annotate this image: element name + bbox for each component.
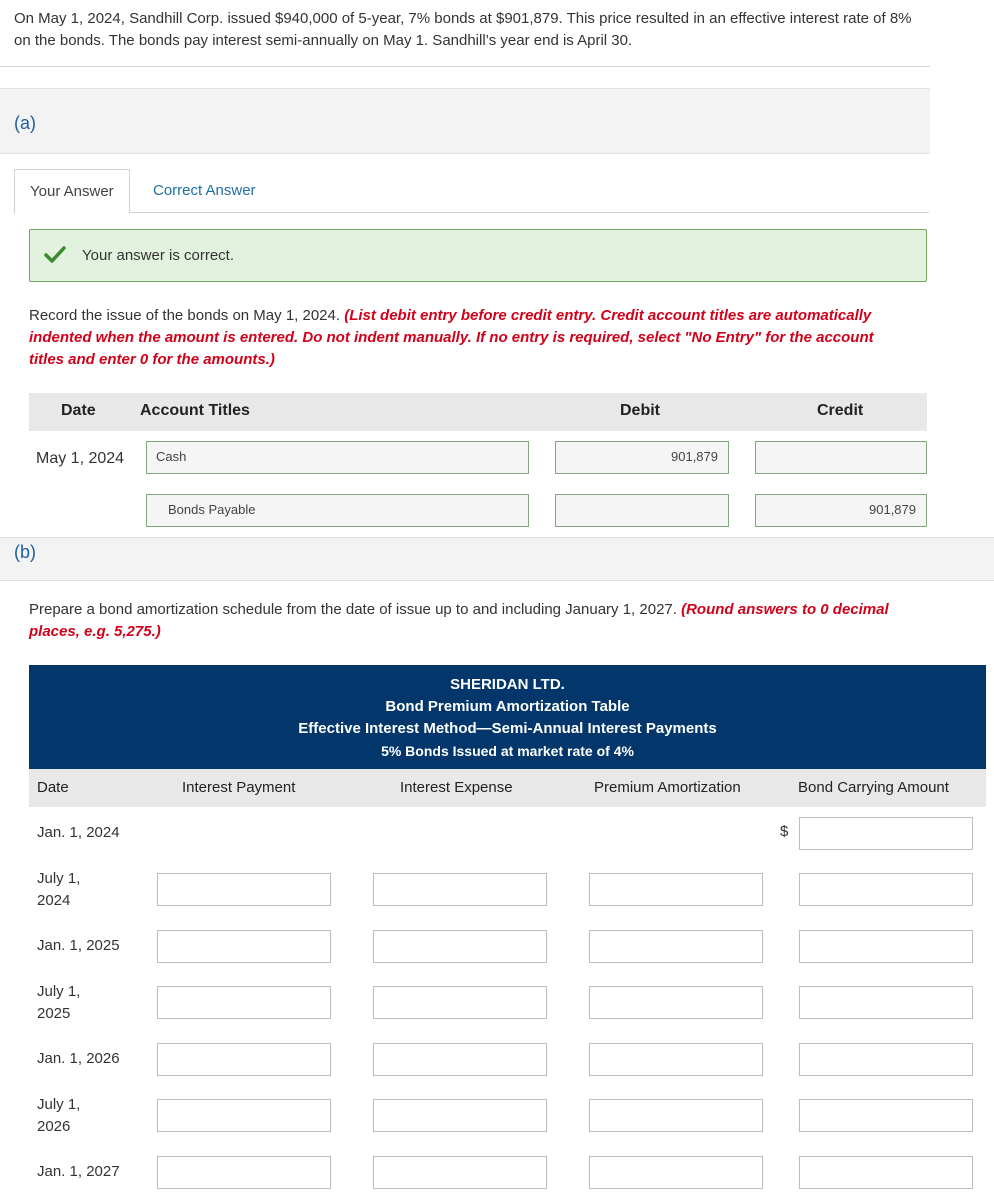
table-method: Effective Interest Method—Semi-Annual Interest Payments bbox=[298, 720, 717, 737]
premium-amortization-input[interactable] bbox=[589, 1156, 763, 1189]
tab-your-answer[interactable]: Your Answer bbox=[14, 169, 130, 214]
premium-amortization-input[interactable] bbox=[589, 873, 763, 906]
amortization-table-title bbox=[29, 665, 986, 769]
header-debit: Debit bbox=[620, 402, 660, 419]
row-date: Jan. 1, 2025 bbox=[37, 937, 120, 954]
table-name: Bond Premium Amortization Table bbox=[385, 698, 630, 715]
part-a-instructions bbox=[29, 305, 909, 371]
instruction-text: Record the issue of the bonds on May 1, 2024. bbox=[29, 307, 345, 324]
row-date: Jan. 1, 2027 bbox=[37, 1163, 120, 1180]
interest-expense-input[interactable] bbox=[373, 1043, 547, 1076]
debit-field[interactable] bbox=[555, 494, 729, 527]
debit-field[interactable]: 901,879 bbox=[555, 441, 729, 474]
interest-payment-input[interactable] bbox=[157, 986, 331, 1019]
interest-payment-input[interactable] bbox=[157, 1099, 331, 1132]
correct-answer-banner bbox=[29, 229, 927, 282]
header-date: Date bbox=[37, 779, 69, 796]
part-a-label: (a) bbox=[14, 113, 36, 133]
company-name: SHERIDAN LTD. bbox=[450, 676, 565, 693]
part-b-instructions bbox=[29, 599, 909, 643]
instruction-note: (List debit entry before credit entry. Credit account titles are automatically indented when the amount is entered. Do not indent manually. If no entry is required, select "No Entry" for the account titles and enter 0 for the amounts.) bbox=[29, 307, 874, 368]
carrying-amount-input[interactable] bbox=[799, 817, 973, 850]
dollar-sign: $ bbox=[780, 823, 789, 840]
correct-message: Your answer is correct. bbox=[82, 247, 235, 264]
premium-amortization-input[interactable] bbox=[589, 1043, 763, 1076]
header-credit: Credit bbox=[817, 402, 864, 419]
interest-expense-input[interactable] bbox=[373, 873, 547, 906]
header-premium-amortization: Premium Amortization bbox=[594, 779, 741, 796]
interest-expense-input[interactable] bbox=[373, 930, 547, 963]
part-a-header bbox=[0, 88, 930, 154]
row-date: July 1, 2024 bbox=[37, 870, 81, 909]
instruction-text: Prepare a bond amortization schedule from the date of issue up to and including January 1, 2027. bbox=[29, 601, 682, 618]
instruction-note: (Round answers to 0 decimal places, e.g. 5,275.) bbox=[29, 601, 889, 640]
header-interest-payment: Interest Payment bbox=[182, 779, 296, 796]
checkmark-icon bbox=[44, 245, 66, 265]
journal-entry-header bbox=[29, 393, 927, 431]
carrying-amount-input[interactable] bbox=[799, 1156, 973, 1189]
account-title-field[interactable]: Bonds Payable bbox=[146, 494, 529, 527]
problem-statement: On May 1, 2024, Sandhill Corp. issued $940,000 of 5-year, 7% bonds at $901,879. This price resulted in an effective interest rate of 8% on the bonds. The bonds pay interest semi-annually on May 1. Sandhill’s year end is April 30. bbox=[14, 10, 912, 49]
divider bbox=[0, 66, 930, 67]
entry-date: May 1, 2024 bbox=[36, 450, 125, 467]
carrying-amount-input[interactable] bbox=[799, 1099, 973, 1132]
credit-field[interactable] bbox=[755, 441, 927, 474]
header-date: Date bbox=[61, 402, 96, 419]
row-date: July 1, 2025 bbox=[37, 983, 81, 1022]
header-account-titles: Account Titles bbox=[140, 402, 250, 419]
carrying-amount-input[interactable] bbox=[799, 873, 973, 906]
part-b-header bbox=[0, 537, 994, 581]
interest-payment-input[interactable] bbox=[157, 1156, 331, 1189]
amortization-header-row bbox=[29, 769, 986, 807]
interest-expense-input[interactable] bbox=[373, 1156, 547, 1189]
carrying-amount-input[interactable] bbox=[799, 986, 973, 1019]
header-carrying-amount: Bond Carrying Amount bbox=[798, 779, 949, 796]
account-title-field[interactable]: Cash bbox=[146, 441, 529, 474]
premium-amortization-input[interactable] bbox=[589, 986, 763, 1019]
row-date: Jan. 1, 2026 bbox=[37, 1050, 120, 1067]
row-date: July 1, 2026 bbox=[37, 1096, 81, 1135]
interest-expense-input[interactable] bbox=[373, 1099, 547, 1132]
table-terms: 5% Bonds Issued at market rate of 4% bbox=[381, 743, 634, 759]
carrying-amount-input[interactable] bbox=[799, 1043, 973, 1076]
row-date: Jan. 1, 2024 bbox=[37, 824, 120, 841]
interest-expense-input[interactable] bbox=[373, 986, 547, 1019]
tab-correct-answer[interactable]: Correct Answer bbox=[153, 182, 256, 199]
interest-payment-input[interactable] bbox=[157, 930, 331, 963]
premium-amortization-input[interactable] bbox=[589, 930, 763, 963]
part-b-label: (b) bbox=[14, 542, 36, 562]
credit-field[interactable]: 901,879 bbox=[755, 494, 927, 527]
answer-tabs bbox=[14, 169, 929, 213]
interest-payment-input[interactable] bbox=[157, 1043, 331, 1076]
interest-payment-input[interactable] bbox=[157, 873, 331, 906]
premium-amortization-input[interactable] bbox=[589, 1099, 763, 1132]
header-interest-expense: Interest Expense bbox=[400, 779, 513, 796]
carrying-amount-input[interactable] bbox=[799, 930, 973, 963]
